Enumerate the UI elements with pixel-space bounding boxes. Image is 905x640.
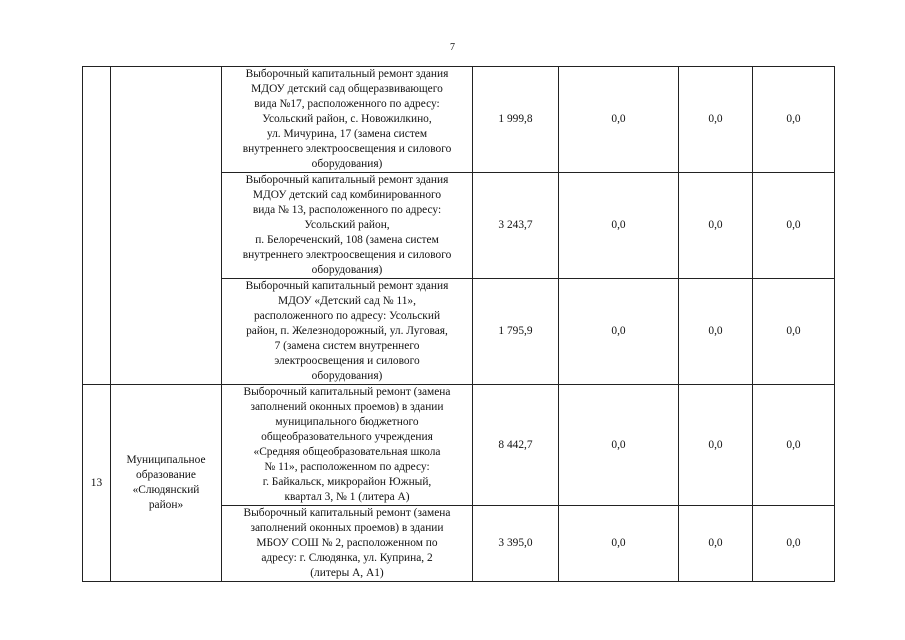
amount-cell: 1 999,8 xyxy=(473,67,559,173)
description-line: п. Белореченский, 108 (замена систем xyxy=(255,234,439,246)
description-line: район, п. Железнодорожный, ул. Луговая, xyxy=(246,325,448,337)
page-number: 7 xyxy=(450,42,455,53)
amount-cell: 3 243,7 xyxy=(473,173,559,279)
amount-cell: 3 395,0 xyxy=(473,506,559,582)
description-line: № 11», расположенном по адресу: xyxy=(264,461,430,473)
description-line: оборудования) xyxy=(311,370,383,382)
description-line: ул. Мичурина, 17 (замена систем xyxy=(266,128,428,140)
description-line: Усольский район, xyxy=(304,219,390,231)
description-line: муниципального бюджетного xyxy=(275,416,419,428)
description-cell xyxy=(222,173,473,279)
description-line: (литеры А, А1) xyxy=(310,567,384,579)
description-line: Усольский район, с. Новожилкино, xyxy=(262,113,432,125)
row-number-cell xyxy=(83,67,111,385)
funding-table xyxy=(82,66,835,582)
description-line: Выборочный капитальный ремонт здания xyxy=(245,280,449,292)
municipality-cell xyxy=(111,67,222,385)
description-line: заполнений оконных проемов) в здании xyxy=(250,522,444,534)
description-line: Выборочный капитальный ремонт здания xyxy=(245,68,449,80)
description-line: квартал 3, № 1 (литера А) xyxy=(284,491,410,503)
value-cell-3: 0,0 xyxy=(753,67,835,173)
municipality-line: Муниципальное xyxy=(126,454,206,466)
description-line: Выборочный капитальный ремонт (замена xyxy=(243,507,451,519)
description-line: вида № 13, расположенного по адресу: xyxy=(252,204,442,216)
description-line: Выборочный капитальный ремонт здания xyxy=(245,174,449,186)
description-line: внутреннего электроосвещения и силового xyxy=(242,249,452,261)
description-cell xyxy=(222,506,473,582)
value-cell-3: 0,0 xyxy=(753,279,835,385)
value-cell-2: 0,0 xyxy=(679,279,753,385)
value-cell-1: 0,0 xyxy=(559,506,679,582)
value-cell-2: 0,0 xyxy=(679,173,753,279)
municipality-line: район» xyxy=(148,499,184,511)
description-line: «Средняя общеобразовательная школа xyxy=(253,446,441,458)
description-line: внутреннего электроосвещения и силового xyxy=(242,143,452,155)
municipality-line: образование xyxy=(136,469,196,481)
table-row xyxy=(83,67,835,173)
description-line: общеобразовательного учреждения xyxy=(261,431,433,443)
row-number-cell: 13 xyxy=(83,385,111,582)
description-line: МДОУ детский сад общеразвивающего xyxy=(251,83,443,95)
value-cell-3: 0,0 xyxy=(753,173,835,279)
description-line: расположенного по адресу: Усольский xyxy=(253,310,441,322)
description-line: МДОУ «Детский сад № 11», xyxy=(278,295,416,307)
description-line: оборудования) xyxy=(311,158,383,170)
description-line: заполнений оконных проемов) в здании xyxy=(250,401,444,413)
value-cell-1: 0,0 xyxy=(559,279,679,385)
value-cell-3: 0,0 xyxy=(753,506,835,582)
description-line: Выборочный капитальный ремонт (замена xyxy=(243,386,451,398)
description-line: МБОУ СОШ № 2, расположенном по xyxy=(256,537,438,549)
value-cell-3: 0,0 xyxy=(753,385,835,506)
description-line: вида №17, расположенного по адресу: xyxy=(254,98,440,110)
amount-cell: 1 795,9 xyxy=(473,279,559,385)
description-line: МДОУ детский сад комбинированного xyxy=(252,189,442,201)
description-cell xyxy=(222,279,473,385)
value-cell-1: 0,0 xyxy=(559,173,679,279)
municipality-cell xyxy=(111,385,222,582)
description-cell xyxy=(222,385,473,506)
municipality-line: «Слюдянский xyxy=(132,484,200,496)
value-cell-2: 0,0 xyxy=(679,506,753,582)
description-line: адресу: г. Слюдянка, ул. Куприна, 2 xyxy=(261,552,433,564)
description-line: 7 (замена систем внутреннего xyxy=(274,340,420,352)
table-row xyxy=(83,385,835,506)
description-line: электроосвещения и силового xyxy=(274,355,420,367)
description-line: оборудования) xyxy=(311,264,383,276)
amount-cell: 8 442,7 xyxy=(473,385,559,506)
description-cell xyxy=(222,67,473,173)
value-cell-2: 0,0 xyxy=(679,67,753,173)
value-cell-1: 0,0 xyxy=(559,385,679,506)
value-cell-1: 0,0 xyxy=(559,67,679,173)
description-line: г. Байкальск, микрорайон Южный, xyxy=(262,476,432,488)
value-cell-2: 0,0 xyxy=(679,385,753,506)
